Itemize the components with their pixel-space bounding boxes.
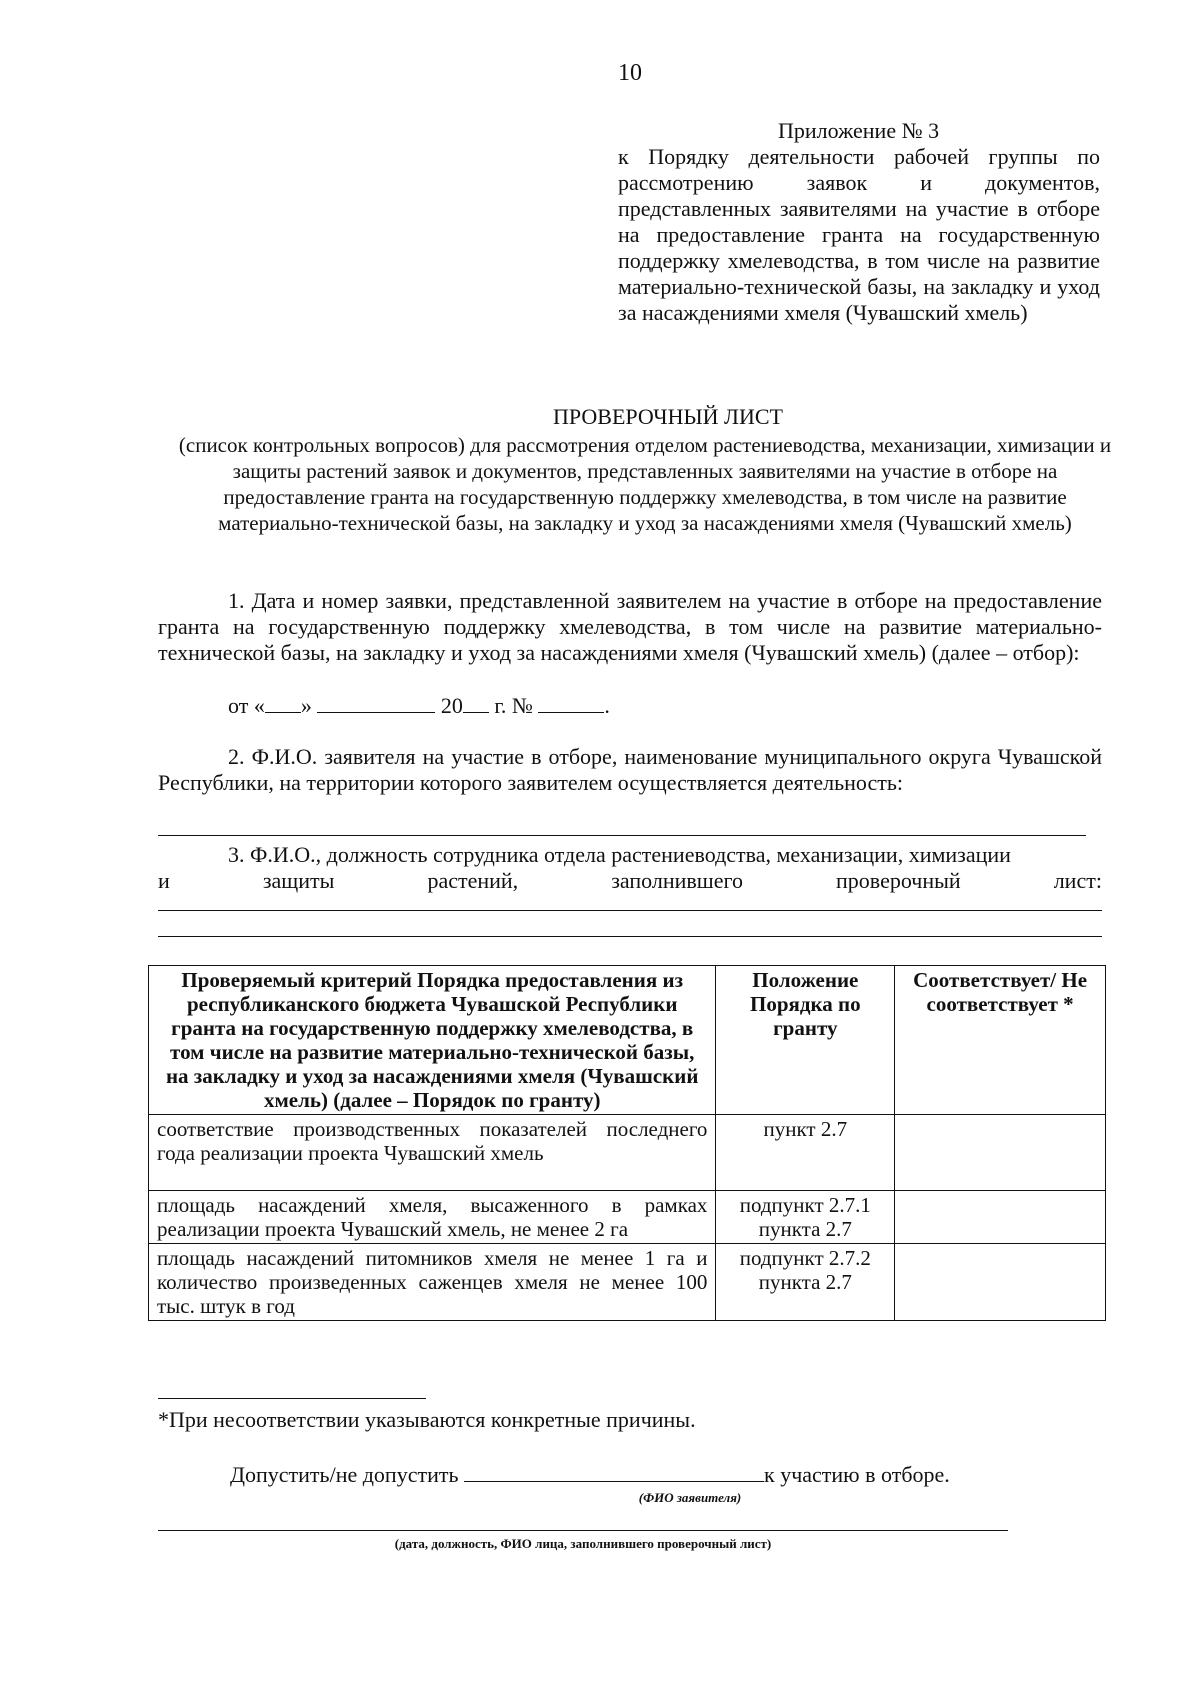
item-2-answer-line[interactable] <box>158 835 1086 836</box>
clause-cell: пункт 2.7 <box>716 1115 895 1191</box>
signature-line[interactable] <box>158 1530 1008 1531</box>
criterion-cell: соответствие производственных показателей последнего года реализации проекта Чувашский хмель <box>149 1115 716 1191</box>
item-3-answer-line-1[interactable] <box>158 910 1102 911</box>
number-prefix: г. № <box>494 693 533 718</box>
item-1-text: 1. Дата и номер заявки, представленной заявителем на участие в отборе на предоставление гранта на государственную поддержку хмелеводства, в том числе на развитие материально-технической базы, на закладку и уход за насаждениями хмеля (Чувашский хмель) (далее – отбор): <box>158 588 1102 665</box>
day-blank[interactable] <box>265 692 301 713</box>
clause-cell: подпункт 2.7.2 пункта 2.7 <box>716 1244 895 1321</box>
item-3-word: проверочный <box>836 868 961 893</box>
status-cell[interactable] <box>895 1244 1106 1321</box>
signature-caption: (дата, должность, ФИО лица, заполнившего проверочный лист) <box>394 1536 772 1551</box>
page-number: 10 <box>618 60 642 86</box>
criterion-cell: площадь насаждений хмеля, высаженного в рамках реализации проекта Чувашский хмель, не менее 2 га <box>149 1191 716 1244</box>
clause-cell: подпункт 2.7.1 пункта 2.7 <box>716 1191 895 1244</box>
item-3-text: 3. Ф.И.О., должность сотрудника отдела растениеводства, механизации, химизации <box>228 842 1011 867</box>
item-1-date-line <box>158 692 1102 719</box>
year-blank[interactable] <box>463 692 489 713</box>
footnote: *При несоответствии указываются конкретные причины. <box>158 1407 696 1432</box>
status-cell[interactable] <box>895 1115 1106 1191</box>
criteria-table <box>148 965 1106 1321</box>
header-clause: Положение Порядка по гранту <box>716 966 895 1115</box>
appendix-body: к Порядку деятельности рабочей группы по рассмотрению заявок и документов, представленных заявителями на участие в отборе на предоставление гранта на государственную поддержку хмелеводства, в том числе на развитие материально-технической базы, на закладку и уход за насаждениями хмеля (Чувашский хмель) <box>618 144 1100 325</box>
item-3-line-2 <box>158 868 1102 894</box>
document-subtitle: (список контрольных вопросов) для рассмотрения отделом растениеводства, механизации, химизации и защиты растений заявок и документов, представленных заявителями на участие в отборе на предоставление гранта на государственную поддержку хмелеводства, в том числе на развитие материально-технической базы, на закладку и уход за насаждениями хмеля (Чувашский хмель) <box>178 433 1112 535</box>
item-3-word: и <box>158 868 170 893</box>
status-cell[interactable] <box>895 1191 1106 1244</box>
year-prefix: 20 <box>440 693 463 718</box>
footnote-separator <box>158 1398 426 1399</box>
appendix-title: Приложение № 3 <box>778 118 940 143</box>
item-3-word: защиты <box>262 868 335 893</box>
item-3-word: растений, <box>427 868 519 893</box>
admit-suffix: к участию в отборе. <box>764 1462 950 1487</box>
date-prefix: от « <box>228 693 265 718</box>
applicant-caption: (ФИО заявителя) <box>638 1490 742 1505</box>
header-criterion: Проверяемый критерий Порядка предоставления из республиканского бюджета Чувашской Республики гранта на государственную поддержку хмелеводства, в том числе на развитие материально-технической базы, на закладку и уход за насаждениями хмеля (Чувашский хмель) (далее – Порядок по гранту) <box>149 966 716 1115</box>
criterion-cell: площадь насаждений питомников хмеля не менее 1 га и количество произведенных саженцев хмеля не менее 100 тыс. штук в год <box>149 1244 716 1321</box>
item-3-word: лист: <box>1053 868 1102 893</box>
item-1 <box>158 588 1102 666</box>
admit-prefix: Допустить/не допустить <box>230 1462 459 1487</box>
admission-line <box>230 1462 950 1488</box>
table-header-row <box>149 966 1106 1115</box>
header-status: Соответствует/ Не соответствует * <box>895 966 1106 1115</box>
document-title: ПРОВЕРОЧНЫЙ ЛИСТ <box>553 404 783 429</box>
item-2 <box>158 744 1102 796</box>
item-2-text: 2. Ф.И.О. заявителя на участие в отборе, наименование муниципального округа Чувашской Республики, на территории которого заявителем осуществляется деятельность: <box>158 744 1102 795</box>
number-blank[interactable] <box>538 692 604 713</box>
date-mid: » <box>300 693 312 718</box>
table-row <box>149 1191 1106 1244</box>
item-3-line-1 <box>158 842 1102 868</box>
table-row <box>149 1115 1106 1191</box>
item-3-word: заполнившего <box>611 868 743 893</box>
applicant-name-blank[interactable] <box>464 1463 764 1482</box>
date-end: . <box>604 693 610 718</box>
table-row <box>149 1244 1106 1321</box>
item-3-answer-line-2[interactable] <box>158 936 1102 937</box>
month-blank[interactable] <box>317 692 435 713</box>
appendix-block <box>618 118 1100 326</box>
